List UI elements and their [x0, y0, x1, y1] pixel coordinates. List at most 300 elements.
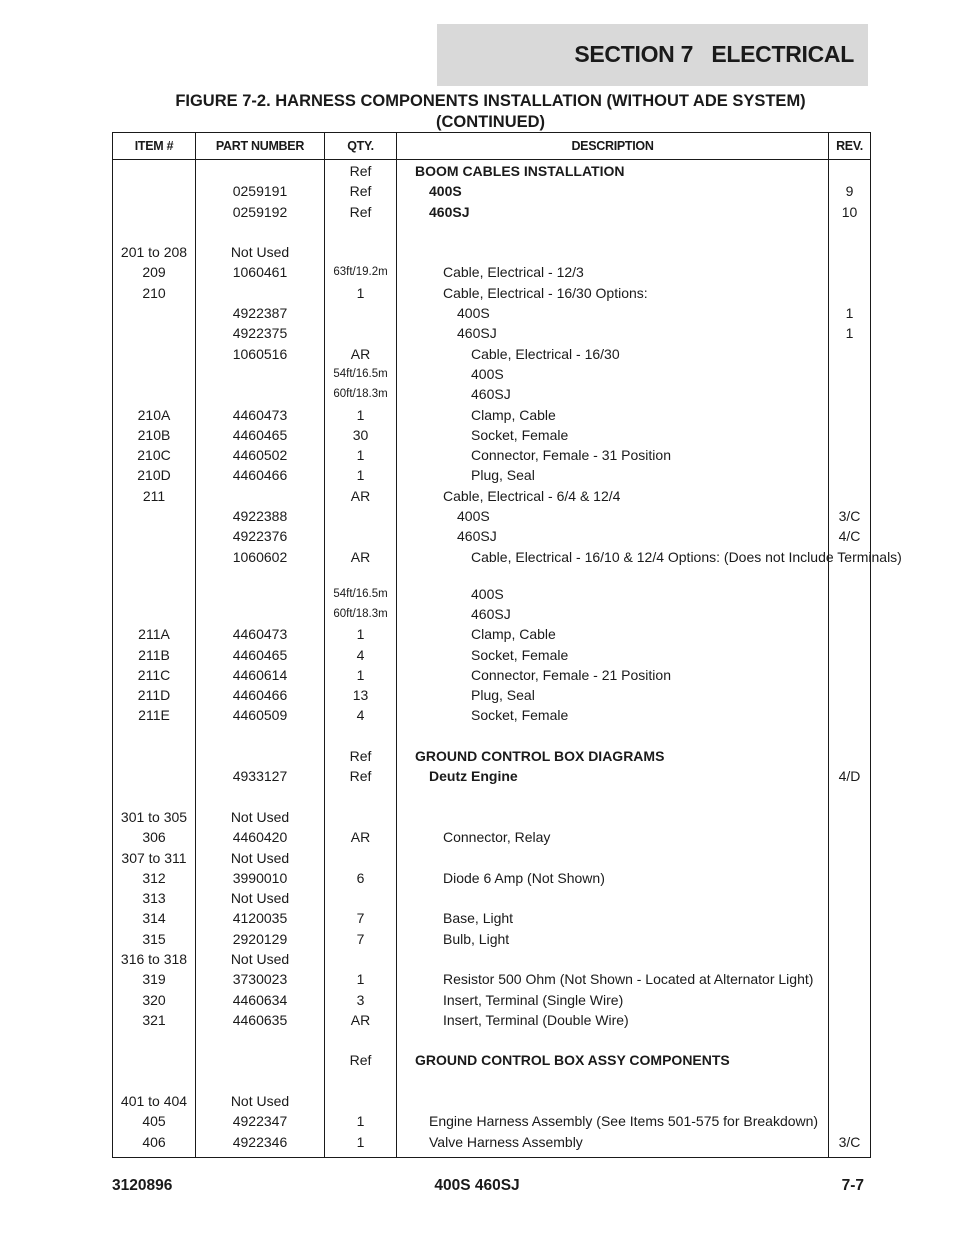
item-number-cell: 210B [113, 427, 196, 447]
table-row [113, 647, 871, 667]
table-row [113, 1012, 871, 1032]
part-number-cell: 4922387 [196, 305, 325, 325]
column-header-item: ITEM # [113, 133, 196, 160]
qty-cell: 7 [325, 910, 397, 930]
rev-cell [829, 285, 871, 305]
description-cell: Connector, Female - 21 Position [397, 667, 829, 687]
description-cell [397, 244, 829, 264]
description-cell: Cable, Electrical - 6/4 & 12/4 [397, 488, 829, 508]
part-number-cell: 4460465 [196, 647, 325, 667]
table-row [113, 768, 871, 788]
qty-cell: AR [325, 1012, 397, 1032]
description-cell: Socket, Female [397, 707, 829, 727]
part-number-cell: 0259192 [196, 204, 325, 224]
item-number-cell [113, 346, 196, 366]
rev-cell: 9 [829, 183, 871, 203]
rev-cell [829, 687, 871, 707]
description-cell [397, 1032, 829, 1052]
item-number-cell: 316 to 318 [113, 951, 196, 971]
item-number-cell [113, 160, 196, 184]
description-cell [397, 1073, 829, 1093]
description-cell: Engine Harness Assembly (See Items 501-575 for Breakdown) [397, 1113, 829, 1133]
part-number-cell: 4922376 [196, 528, 325, 548]
qty-cell: Ref [325, 1052, 397, 1072]
description-cell: 460SJ [397, 606, 829, 626]
qty-cell: 1 [325, 626, 397, 646]
item-number-cell: 401 to 404 [113, 1093, 196, 1113]
item-number-cell: 211E [113, 707, 196, 727]
item-number-cell: 307 to 311 [113, 850, 196, 870]
part-number-cell: Not Used [196, 951, 325, 971]
parts-table-body [113, 160, 902, 1158]
item-number-cell: 211C [113, 667, 196, 687]
table-row [113, 728, 871, 748]
item-number-cell [113, 508, 196, 528]
rev-cell [829, 951, 871, 971]
qty-cell [325, 528, 397, 548]
qty-cell [325, 1032, 397, 1052]
part-number-cell [196, 386, 325, 406]
part-number-cell [196, 224, 325, 244]
part-number-cell: Not Used [196, 850, 325, 870]
part-number-cell [196, 488, 325, 508]
table-row [113, 325, 871, 345]
qty-cell [325, 1073, 397, 1093]
part-number-cell [196, 748, 325, 768]
qty-cell: 3 [325, 992, 397, 1012]
rev-cell [829, 606, 871, 626]
part-number-cell [196, 366, 325, 386]
description-cell: Bulb, Light [397, 931, 829, 951]
part-number-cell: Not Used [196, 244, 325, 264]
item-number-cell: 211D [113, 687, 196, 707]
rev-cell [829, 1052, 871, 1072]
description-cell: Plug, Seal [397, 687, 829, 707]
rev-cell [829, 626, 871, 646]
description-cell: Diode 6 Amp (Not Shown) [397, 870, 829, 890]
part-number-cell: 4460466 [196, 467, 325, 487]
item-number-cell: 210 [113, 285, 196, 305]
rev-cell [829, 447, 871, 467]
rev-cell [829, 1093, 871, 1113]
part-number-cell [196, 1032, 325, 1052]
table-row [113, 488, 871, 508]
item-number-cell [113, 549, 196, 586]
footer-model: 400S 460SJ [434, 1177, 520, 1194]
table-row [113, 850, 871, 870]
table-row [113, 204, 871, 224]
item-number-cell: 209 [113, 264, 196, 284]
qty-cell: 13 [325, 687, 397, 707]
rev-cell [829, 1032, 871, 1052]
item-number-cell [113, 1073, 196, 1093]
table-row [113, 667, 871, 687]
description-cell: Valve Harness Assembly [397, 1134, 829, 1158]
qty-cell [325, 224, 397, 244]
item-number-cell: 301 to 305 [113, 809, 196, 829]
footer-manual-number: 3120896 [112, 1177, 173, 1194]
rev-cell [829, 224, 871, 244]
qty-cell: 1 [325, 1134, 397, 1158]
part-number-cell: Not Used [196, 1093, 325, 1113]
qty-cell: 4 [325, 647, 397, 667]
description-cell [397, 728, 829, 748]
item-number-cell: 306 [113, 829, 196, 849]
rev-cell [829, 728, 871, 748]
description-cell [397, 850, 829, 870]
table-row [113, 829, 871, 849]
description-cell: GROUND CONTROL BOX DIAGRAMS [397, 748, 829, 768]
rev-cell [829, 1012, 871, 1032]
table-row [113, 508, 871, 528]
description-cell: 460SJ [397, 204, 829, 224]
item-number-cell: 406 [113, 1134, 196, 1158]
parts-table [112, 132, 902, 1158]
description-cell: Plug, Seal [397, 467, 829, 487]
qty-cell: 54ft/16.5m [325, 366, 397, 386]
description-cell [397, 809, 829, 829]
part-number-cell: 4922346 [196, 1134, 325, 1158]
qty-cell: Ref [325, 748, 397, 768]
rev-cell [829, 366, 871, 386]
description-cell: Connector, Female - 31 Position [397, 447, 829, 467]
description-cell: 400S [397, 586, 829, 606]
rev-cell: 3/C [829, 508, 871, 528]
description-cell: Socket, Female [397, 427, 829, 447]
description-cell: Base, Light [397, 910, 829, 930]
part-number-cell [196, 789, 325, 809]
qty-cell: AR [325, 829, 397, 849]
qty-cell: 1 [325, 971, 397, 991]
item-number-cell [113, 224, 196, 244]
column-header-rev: REV. [829, 133, 871, 160]
item-number-cell [113, 728, 196, 748]
part-number-cell [196, 1073, 325, 1093]
table-row [113, 1134, 871, 1158]
rev-cell [829, 910, 871, 930]
qty-cell: 7 [325, 931, 397, 951]
description-cell: BOOM CABLES INSTALLATION [397, 160, 829, 184]
part-number-cell [196, 606, 325, 626]
description-cell: Clamp, Cable [397, 626, 829, 646]
rev-cell: 3/C [829, 1134, 871, 1158]
description-cell: GROUND CONTROL BOX ASSY COMPONENTS [397, 1052, 829, 1072]
qty-cell: 30 [325, 427, 397, 447]
rev-cell: 1 [829, 305, 871, 325]
part-number-cell [196, 586, 325, 606]
rev-cell [829, 890, 871, 910]
item-number-cell: 315 [113, 931, 196, 951]
item-number-cell [113, 528, 196, 548]
description-cell: Connector, Relay [397, 829, 829, 849]
item-number-cell: 313 [113, 890, 196, 910]
item-number-cell: 314 [113, 910, 196, 930]
part-number-cell [196, 160, 325, 184]
table-row [113, 748, 871, 768]
table-row [113, 346, 871, 366]
rev-cell [829, 1073, 871, 1093]
description-cell [397, 951, 829, 971]
rev-cell [829, 160, 871, 184]
description-cell: Clamp, Cable [397, 407, 829, 427]
table-row [113, 305, 871, 325]
qty-cell [325, 305, 397, 325]
qty-cell [325, 809, 397, 829]
description-cell [397, 789, 829, 809]
item-number-cell: 319 [113, 971, 196, 991]
qty-cell [325, 325, 397, 345]
table-row [113, 931, 871, 951]
rev-cell [829, 386, 871, 406]
table-row [113, 160, 871, 184]
item-number-cell [113, 1032, 196, 1052]
part-number-cell: 4922388 [196, 508, 325, 528]
table-row [113, 992, 871, 1012]
item-number-cell: 210D [113, 467, 196, 487]
part-number-cell: 4460634 [196, 992, 325, 1012]
table-row [113, 809, 871, 829]
part-number-cell: 4120035 [196, 910, 325, 930]
part-number-cell: 4460473 [196, 626, 325, 646]
qty-cell: AR [325, 346, 397, 366]
rev-cell: 4/D [829, 768, 871, 788]
table-row [113, 407, 871, 427]
rev-cell [829, 870, 871, 890]
item-number-cell [113, 606, 196, 626]
item-number-cell [113, 305, 196, 325]
item-number-cell [113, 386, 196, 406]
part-number-cell [196, 1052, 325, 1072]
table-row [113, 1093, 871, 1113]
table-row [113, 1113, 871, 1133]
item-number-cell [113, 325, 196, 345]
rev-cell [829, 850, 871, 870]
rev-cell [829, 992, 871, 1012]
qty-cell: Ref [325, 183, 397, 203]
part-number-cell: 1060461 [196, 264, 325, 284]
description-cell: 460SJ [397, 386, 829, 406]
item-number-cell: 210A [113, 407, 196, 427]
description-cell: Cable, Electrical - 12/3 [397, 264, 829, 284]
rev-cell [829, 586, 871, 606]
table-row [113, 910, 871, 930]
part-number-cell [196, 728, 325, 748]
qty-cell: 60ft/18.3m [325, 606, 397, 626]
table-row [113, 707, 871, 727]
item-number-cell: 312 [113, 870, 196, 890]
table-row [113, 549, 871, 586]
part-number-cell: 4460420 [196, 829, 325, 849]
table-row [113, 224, 871, 244]
item-number-cell [113, 768, 196, 788]
table-row [113, 1073, 871, 1093]
qty-cell: 1 [325, 407, 397, 427]
table-row [113, 606, 871, 626]
rev-cell [829, 488, 871, 508]
table-row [113, 386, 871, 406]
item-number-cell: 405 [113, 1113, 196, 1133]
description-cell: Deutz Engine [397, 768, 829, 788]
qty-cell: 1 [325, 467, 397, 487]
part-number-cell: 0259191 [196, 183, 325, 203]
table-row [113, 366, 871, 386]
description-cell [397, 890, 829, 910]
table-row [113, 971, 871, 991]
description-cell: Cable, Electrical - 16/30 Options: [397, 285, 829, 305]
qty-cell: AR [325, 549, 397, 586]
description-cell: 400S [397, 183, 829, 203]
description-cell: 460SJ [397, 528, 829, 548]
qty-cell: Ref [325, 204, 397, 224]
table-row [113, 264, 871, 284]
table-row [113, 626, 871, 646]
qty-cell: Ref [325, 160, 397, 184]
rev-cell [829, 346, 871, 366]
table-header-row [113, 133, 871, 160]
table-row [113, 1052, 871, 1072]
table-row [113, 687, 871, 707]
part-number-cell: 4933127 [196, 768, 325, 788]
table-row [113, 447, 871, 467]
item-number-cell: 211A [113, 626, 196, 646]
rev-cell [829, 407, 871, 427]
part-number-cell: 4922375 [196, 325, 325, 345]
table-row [113, 467, 871, 487]
table-row [113, 1032, 871, 1052]
table-row [113, 586, 871, 606]
part-number-cell: 4460614 [196, 667, 325, 687]
rev-cell [829, 829, 871, 849]
table-row [113, 183, 871, 203]
description-cell: Cable, Electrical - 16/10 & 12/4 Options: (Does not Include Terminals) [397, 549, 829, 586]
column-header-description: DESCRIPTION [397, 133, 829, 160]
rev-cell [829, 244, 871, 264]
rev-cell [829, 1113, 871, 1133]
qty-cell [325, 850, 397, 870]
figure-title-continued: (CONTINUED) [435, 113, 546, 131]
part-number-cell: 4460502 [196, 447, 325, 467]
qty-cell: 1 [325, 1113, 397, 1133]
qty-cell: 4 [325, 707, 397, 727]
footer-page-number: 7-7 [841, 1177, 864, 1194]
table-row [113, 528, 871, 548]
part-number-cell: 3990010 [196, 870, 325, 890]
qty-cell [325, 508, 397, 528]
section-banner [437, 24, 868, 86]
qty-cell [325, 1093, 397, 1113]
qty-cell [325, 890, 397, 910]
description-cell: 460SJ [397, 325, 829, 345]
rev-cell [829, 647, 871, 667]
column-header-part-number: PART NUMBER [196, 133, 325, 160]
table-row [113, 951, 871, 971]
rev-cell [829, 427, 871, 447]
section-title: SECTION 7 ELECTRICAL [574, 41, 854, 67]
column-header-qty: QTY. [325, 133, 397, 160]
rev-cell [829, 707, 871, 727]
part-number-cell: 3730023 [196, 971, 325, 991]
rev-cell [829, 264, 871, 284]
item-number-cell [113, 1052, 196, 1072]
rev-cell [829, 789, 871, 809]
description-cell: 400S [397, 508, 829, 528]
rev-cell: 4/C [829, 528, 871, 548]
qty-cell [325, 244, 397, 264]
table-row [113, 789, 871, 809]
description-cell: 400S [397, 305, 829, 325]
part-number-cell: 1060516 [196, 346, 325, 366]
description-cell: Insert, Terminal (Double Wire) [397, 1012, 829, 1032]
qty-cell: 1 [325, 285, 397, 305]
part-number-cell: 4922347 [196, 1113, 325, 1133]
qty-cell: 54ft/16.5m [325, 586, 397, 606]
table-row [113, 427, 871, 447]
qty-cell: 1 [325, 447, 397, 467]
qty-cell: Ref [325, 768, 397, 788]
part-number-cell: 2920129 [196, 931, 325, 951]
item-number-cell [113, 586, 196, 606]
item-number-cell: 321 [113, 1012, 196, 1032]
item-number-cell [113, 183, 196, 203]
table-row [113, 244, 871, 264]
part-number-cell: 4460465 [196, 427, 325, 447]
part-number-cell: 4460466 [196, 687, 325, 707]
rev-cell [829, 748, 871, 768]
qty-cell: 60ft/18.3m [325, 386, 397, 406]
qty-cell: 63ft/19.2m [325, 264, 397, 284]
item-number-cell [113, 204, 196, 224]
part-number-cell: Not Used [196, 890, 325, 910]
part-number-cell: 4460473 [196, 407, 325, 427]
qty-cell [325, 789, 397, 809]
description-cell: 400S [397, 366, 829, 386]
table-row [113, 890, 871, 910]
description-cell: Insert, Terminal (Single Wire) [397, 992, 829, 1012]
item-number-cell: 201 to 208 [113, 244, 196, 264]
rev-cell [829, 931, 871, 951]
qty-cell [325, 728, 397, 748]
qty-cell: 1 [325, 667, 397, 687]
item-number-cell [113, 789, 196, 809]
description-cell [397, 1093, 829, 1113]
description-cell: Resistor 500 Ohm (Not Shown - Located at Alternator Light) [397, 971, 829, 991]
rev-cell [829, 971, 871, 991]
table-row [113, 285, 871, 305]
qty-cell: AR [325, 488, 397, 508]
part-number-cell: 4460635 [196, 1012, 325, 1032]
part-number-cell: 4460509 [196, 707, 325, 727]
item-number-cell: 320 [113, 992, 196, 1012]
qty-cell [325, 951, 397, 971]
description-cell [397, 224, 829, 244]
item-number-cell [113, 366, 196, 386]
item-number-cell: 211 [113, 488, 196, 508]
part-number-cell: Not Used [196, 809, 325, 829]
figure-title: FIGURE 7-2. HARNESS COMPONENTS INSTALLATION (WITHOUT ADE SYSTEM) [175, 92, 806, 110]
item-number-cell: 211B [113, 647, 196, 667]
part-number-cell [196, 285, 325, 305]
rev-cell: 10 [829, 204, 871, 224]
rev-cell [829, 667, 871, 687]
part-number-cell: 1060602 [196, 549, 325, 586]
item-number-cell [113, 748, 196, 768]
item-number-cell: 210C [113, 447, 196, 467]
table-row [113, 870, 871, 890]
rev-cell: 1 [829, 325, 871, 345]
rev-cell [829, 467, 871, 487]
rev-cell [829, 809, 871, 829]
description-cell: Cable, Electrical - 16/30 [397, 346, 829, 366]
